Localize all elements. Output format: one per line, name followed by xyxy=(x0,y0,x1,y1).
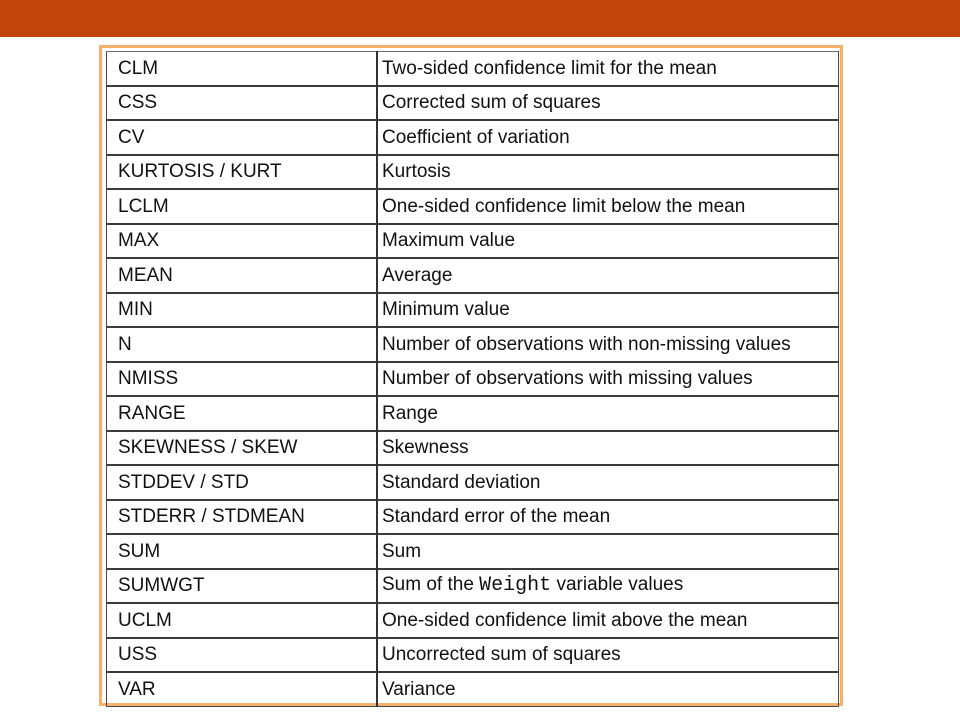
description-cell: Uncorrected sum of squares xyxy=(377,638,839,673)
description-cell: Corrected sum of squares xyxy=(377,86,839,121)
statistics-table-frame xyxy=(99,45,843,706)
table-row xyxy=(107,431,839,466)
description-cell: Two-sided confidence limit for the mean xyxy=(377,52,839,86)
header-bar xyxy=(0,0,960,37)
keyword-cell: CV xyxy=(107,120,378,155)
keyword-cell: KURTOSIS / KURT xyxy=(107,155,378,190)
table-row xyxy=(107,224,839,259)
keyword-cell: NMISS xyxy=(107,362,378,397)
description-text: Sum of the xyxy=(382,574,480,596)
table-row xyxy=(107,327,839,362)
description-cell: Skewness xyxy=(377,431,839,466)
table-row xyxy=(107,258,839,293)
keyword-cell: MIN xyxy=(107,293,378,328)
description-cell: One-sided confidence limit above the mean xyxy=(377,603,839,638)
keyword-cell: USS xyxy=(107,638,378,673)
table-row xyxy=(107,534,839,569)
description-cell: Maximum value xyxy=(377,224,839,259)
description-cell: Number of observations with non-missing values xyxy=(377,327,839,362)
keyword-cell: SUM xyxy=(107,534,378,569)
table-row xyxy=(107,396,839,431)
keyword-cell: RANGE xyxy=(107,396,378,431)
weight-variable-code: Weight xyxy=(479,574,552,598)
description-cell: Standard deviation xyxy=(377,465,839,500)
keyword-cell: CSS xyxy=(107,86,378,121)
table-row xyxy=(107,86,839,121)
keyword-cell: VAR xyxy=(107,672,378,706)
table-row xyxy=(107,52,839,86)
description-cell: Average xyxy=(377,258,839,293)
description-cell: One-sided confidence limit below the mean xyxy=(377,189,839,224)
description-cell: Range xyxy=(377,396,839,431)
table-row xyxy=(107,500,839,535)
description-cell: Number of observations with missing values xyxy=(377,362,839,397)
table-row xyxy=(107,362,839,397)
table-row xyxy=(107,569,839,604)
table-row xyxy=(107,155,839,190)
table-row xyxy=(107,672,839,706)
table-row xyxy=(107,120,839,155)
table-row xyxy=(107,189,839,224)
description-cell: Standard error of the mean xyxy=(377,500,839,535)
table-row xyxy=(107,603,839,638)
keyword-cell: MAX xyxy=(107,224,378,259)
statistics-keyword-table xyxy=(106,51,839,707)
table-row xyxy=(107,638,839,673)
keyword-cell: CLM xyxy=(107,52,378,86)
keyword-cell: LCLM xyxy=(107,189,378,224)
keyword-cell: SUMWGT xyxy=(107,569,378,604)
keyword-cell: STDDEV / STD xyxy=(107,465,378,500)
keyword-cell: UCLM xyxy=(107,603,378,638)
table-row xyxy=(107,293,839,328)
keyword-cell: MEAN xyxy=(107,258,378,293)
keyword-cell: SKEWNESS / SKEW xyxy=(107,431,378,466)
description-text: variable values xyxy=(551,574,684,596)
description-cell: Coefficient of variation xyxy=(377,120,839,155)
keyword-cell: STDERR / STDMEAN xyxy=(107,500,378,535)
description-cell: Minimum value xyxy=(377,293,839,328)
description-cell: Kurtosis xyxy=(377,155,839,190)
description-cell: Sum xyxy=(377,534,839,569)
description-cell xyxy=(377,569,839,604)
table-row xyxy=(107,465,839,500)
keyword-cell: N xyxy=(107,327,378,362)
description-cell: Variance xyxy=(377,672,839,706)
